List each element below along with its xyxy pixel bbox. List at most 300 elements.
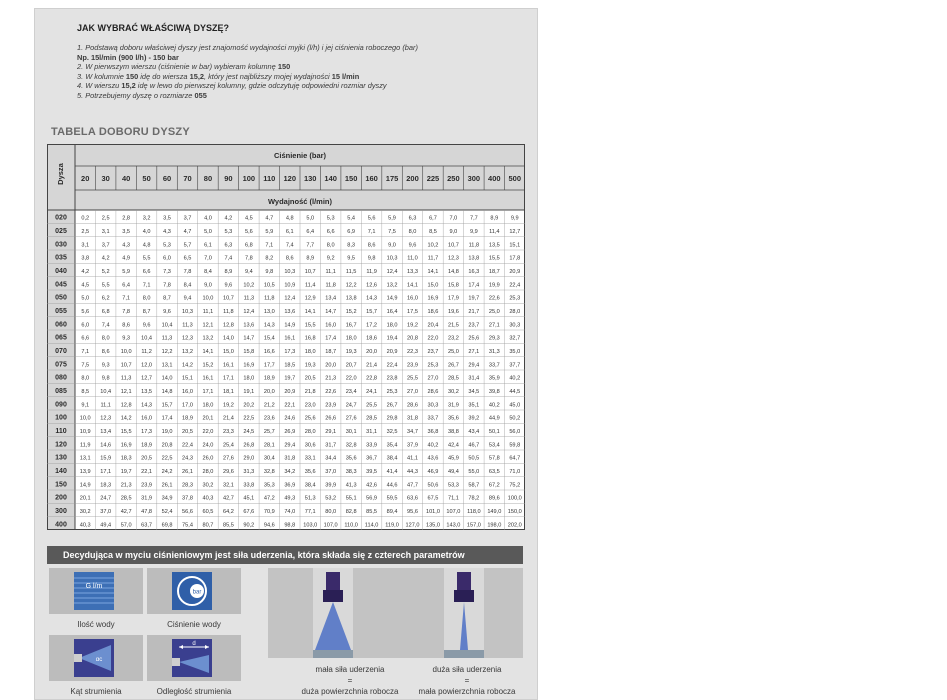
cell-050-500: 25,3	[509, 295, 521, 302]
cell-130-300: 50,5	[468, 455, 480, 462]
cell-400-40: 57,0	[120, 522, 132, 529]
cell-030-175: 9,0	[388, 242, 396, 249]
cell-045-40: 6,4	[122, 282, 131, 289]
cell-080-175: 23,8	[386, 375, 398, 382]
cell-020-200: 6,3	[408, 215, 417, 222]
cell-025-40: 3,5	[122, 228, 131, 235]
cell-065-400: 29,3	[488, 335, 500, 342]
cell-080-50: 12,7	[141, 375, 153, 382]
cell-050-70: 9,4	[183, 295, 192, 302]
cell-400-500: 202,0	[507, 522, 522, 529]
cell-110-50: 17,3	[141, 428, 153, 435]
cell-400-100: 90,2	[243, 522, 255, 529]
cell-025-20: 2,5	[81, 228, 90, 235]
cell-065-90: 14,0	[222, 335, 234, 342]
cell-120-120: 29,4	[284, 442, 296, 449]
cell-055-150: 15,2	[345, 308, 357, 315]
cell-045-110: 10,5	[263, 282, 275, 289]
cell-040-400: 18,7	[488, 268, 500, 275]
cell-065-50: 10,4	[141, 335, 153, 342]
cell-130-80: 26,0	[202, 455, 214, 462]
cell-110-400: 50,1	[488, 428, 500, 435]
cell-085-175: 25,3	[386, 388, 398, 395]
cell-090-30: 11,1	[100, 402, 111, 409]
cell-045-20: 4,5	[81, 282, 90, 289]
cell-045-30: 5,5	[101, 282, 110, 289]
how-to-step-1: 1. Podstawą doboru właściwej dyszy jest znajomość wydajności myjki (l/h) i jej ciśnienia roboczego (bar)	[77, 43, 418, 52]
cell-030-20: 3,1	[81, 242, 90, 249]
cell-140-225: 46,9	[427, 468, 439, 475]
cell-140-70: 26,1	[182, 468, 193, 475]
cell-070-160: 20,0	[366, 348, 378, 355]
cell-030-140: 8,0	[326, 242, 335, 249]
nozzle-090: 090	[55, 401, 67, 409]
cell-025-175: 7,5	[388, 228, 396, 235]
flow-header: Wydajność (l/min)	[267, 197, 333, 206]
pressure-400: 400	[488, 174, 501, 183]
cell-050-60: 8,7	[163, 295, 171, 302]
cell-085-90: 18,1	[222, 388, 234, 395]
jet-angle-picture	[49, 635, 143, 681]
cell-130-400: 57,8	[488, 455, 500, 462]
cell-020-140: 5,3	[326, 215, 335, 222]
cell-300-150: 82,8	[345, 508, 357, 515]
cell-065-200: 20,8	[407, 335, 418, 342]
cell-110-30: 13,4	[100, 428, 112, 435]
cell-110-60: 19,0	[161, 428, 173, 435]
cell-140-500: 71,0	[509, 468, 521, 475]
cell-150-30: 18,3	[100, 482, 112, 489]
cell-035-60: 6,0	[163, 255, 171, 262]
cell-100-400: 44,9	[488, 415, 500, 422]
cell-045-250: 15,8	[447, 282, 459, 289]
cell-100-120: 24,6	[284, 415, 296, 422]
cell-130-70: 24,3	[182, 455, 193, 462]
cell-035-70: 6,5	[183, 255, 192, 262]
cell-035-200: 11,0	[407, 255, 418, 262]
pressure-110: 110	[263, 174, 276, 183]
cell-065-500: 32,7	[509, 335, 521, 342]
cell-070-80: 14,1	[202, 348, 214, 355]
cell-140-175: 41,4	[386, 468, 398, 475]
cell-040-70: 7,8	[183, 268, 192, 275]
cell-020-50: 3,2	[142, 215, 151, 222]
nozzle-080: 080	[55, 374, 67, 382]
cell-090-225: 30,3	[427, 402, 439, 409]
cell-400-140: 107,0	[323, 522, 338, 529]
cell-060-120: 14,9	[284, 322, 296, 329]
cell-070-50: 11,2	[141, 348, 152, 355]
cell-120-30: 14,6	[100, 442, 112, 449]
cell-090-175: 26,7	[386, 402, 398, 409]
cell-055-30: 6,8	[101, 308, 110, 315]
cell-100-90: 21,4	[222, 415, 234, 422]
cell-130-175: 38,4	[386, 455, 398, 462]
cell-085-250: 30,2	[447, 388, 459, 395]
cell-030-30: 3,7	[101, 242, 110, 249]
cell-075-140: 20,0	[325, 362, 337, 369]
pressure-header: Ciśnienie (bar)	[273, 151, 327, 160]
nozzle-140: 140	[55, 467, 67, 475]
cell-080-130: 20,5	[304, 375, 316, 382]
nozzle-guide-panel	[34, 8, 538, 700]
cell-140-250: 49,4	[447, 468, 459, 475]
nozzle-025: 025	[55, 227, 67, 235]
cell-050-150: 13,8	[345, 295, 357, 302]
nozzle-300: 300	[55, 507, 67, 515]
cell-050-50: 8,0	[142, 295, 151, 302]
cell-070-20: 7,1	[81, 348, 90, 355]
weak-impact-line3: duża powierzchnia robocza	[301, 687, 399, 696]
pressure-150: 150	[344, 174, 358, 183]
cell-070-250: 25,0	[447, 348, 459, 355]
jet-distance-tile	[147, 635, 241, 695]
cell-040-200: 13,3	[407, 268, 418, 275]
cell-055-100: 12,4	[243, 308, 255, 315]
cell-035-140: 9,2	[326, 255, 335, 262]
cell-140-100: 31,3	[243, 468, 255, 475]
cell-110-200: 34,7	[407, 428, 418, 435]
cell-300-60: 52,4	[161, 508, 173, 515]
cell-040-20: 4,2	[81, 268, 90, 275]
cell-200-100: 45,1	[243, 495, 255, 502]
cell-300-50: 47,8	[141, 508, 153, 515]
cell-080-400: 35,9	[488, 375, 500, 382]
cell-140-150: 38,3	[345, 468, 357, 475]
wide-spray-illustration	[313, 568, 353, 658]
cell-075-110: 17,7	[263, 362, 275, 369]
cell-200-160: 56,9	[366, 495, 378, 502]
cell-075-175: 22,4	[386, 362, 398, 369]
cell-050-400: 22,6	[488, 295, 500, 302]
cell-035-160: 9,8	[367, 255, 376, 262]
cell-020-40: 2,8	[122, 215, 131, 222]
cell-400-110: 94,6	[263, 522, 275, 529]
cell-020-300: 7,7	[469, 215, 478, 222]
cell-025-80: 5,0	[204, 228, 212, 235]
cell-085-150: 23,4	[345, 388, 357, 395]
cell-300-20: 30,2	[79, 508, 91, 515]
cell-075-120: 18,5	[284, 362, 296, 369]
cell-120-90: 25,4	[222, 442, 234, 449]
cell-130-30: 15,9	[100, 455, 112, 462]
cell-045-500: 22,4	[509, 282, 521, 289]
angle-icon-label: αc	[95, 657, 103, 663]
cell-075-30: 9,3	[101, 362, 110, 369]
cell-040-150: 11,5	[345, 268, 357, 275]
cell-055-90: 11,8	[223, 308, 234, 315]
cell-025-225: 8,5	[429, 228, 437, 235]
cell-080-500: 40,2	[509, 375, 521, 382]
cell-060-30: 7,4	[101, 322, 110, 329]
cell-040-40: 5,9	[122, 268, 131, 275]
cell-055-80: 11,1	[202, 308, 214, 315]
cell-075-80: 15,2	[202, 362, 214, 369]
cell-035-120: 8,6	[285, 255, 294, 262]
cell-030-250: 10,7	[447, 242, 459, 249]
cell-080-90: 17,1	[222, 375, 234, 382]
cell-060-160: 17,2	[366, 322, 378, 329]
cell-110-500: 56,0	[509, 428, 521, 435]
cell-050-250: 17,9	[447, 295, 459, 302]
cell-030-300: 11,8	[468, 242, 480, 249]
cell-300-160: 85,5	[366, 508, 378, 515]
pressure-140: 140	[324, 174, 337, 183]
cell-025-60: 4,3	[163, 228, 171, 235]
cell-100-40: 14,2	[120, 415, 132, 422]
cell-020-175: 5,9	[388, 215, 396, 222]
cell-035-40: 4,9	[122, 255, 131, 262]
cell-040-120: 10,3	[284, 268, 296, 275]
cell-025-160: 7,1	[367, 228, 376, 235]
cell-060-70: 11,3	[182, 322, 193, 329]
pressure-30: 30	[101, 174, 110, 183]
nozzle-030: 030	[55, 241, 67, 249]
cell-400-175: 119,0	[385, 522, 399, 529]
cell-020-80: 4,0	[204, 215, 212, 222]
cell-060-60: 10,4	[161, 322, 173, 329]
cell-020-70: 3,7	[183, 215, 192, 222]
cell-025-120: 6,1	[285, 228, 294, 235]
cell-200-110: 47,2	[263, 495, 275, 502]
cell-070-500: 35,0	[509, 348, 521, 355]
cell-150-250: 53,3	[447, 482, 459, 489]
cell-070-40: 10,0	[120, 348, 132, 355]
cell-100-500: 50,2	[509, 415, 521, 422]
cell-025-30: 3,1	[101, 228, 110, 235]
nozzle-400: 400	[55, 521, 67, 529]
cell-030-60: 5,3	[163, 242, 171, 249]
cell-040-80: 8,4	[204, 268, 212, 275]
cell-075-60: 13,1	[161, 362, 173, 369]
nozzle-085: 085	[55, 387, 67, 395]
cell-300-80: 60,5	[202, 508, 214, 515]
cell-400-50: 63,7	[141, 522, 153, 529]
pressure-500: 500	[508, 174, 522, 183]
cell-050-100: 11,3	[243, 295, 255, 302]
cell-075-20: 7,5	[81, 362, 90, 369]
cell-300-120: 74,0	[284, 508, 296, 515]
cell-065-130: 16,8	[304, 335, 316, 342]
cell-075-300: 29,4	[468, 362, 480, 369]
cell-030-110: 7,1	[265, 242, 274, 249]
strong-impact-line3: mała powierzchnia robocza	[418, 687, 516, 696]
cell-055-500: 28,0	[509, 308, 521, 315]
cell-140-20: 13,9	[79, 468, 91, 475]
cell-085-225: 28,6	[427, 388, 439, 395]
cell-075-50: 12,0	[141, 362, 153, 369]
weak-impact-line1: mała siła uderzenia	[315, 665, 385, 674]
cell-055-160: 15,7	[366, 308, 378, 315]
cell-040-300: 16,3	[468, 268, 480, 275]
water-amount-picture	[49, 568, 143, 614]
cell-400-160: 114,0	[364, 522, 379, 529]
cell-065-225: 22,0	[427, 335, 439, 342]
cell-100-300: 39,2	[468, 415, 480, 422]
cell-055-70: 10,3	[182, 308, 193, 315]
pressure-40: 40	[121, 174, 131, 183]
cell-090-200: 28,6	[407, 402, 418, 409]
cell-055-250: 19,6	[447, 308, 459, 315]
cell-150-20: 14,9	[79, 482, 91, 489]
cell-400-250: 143,0	[446, 522, 461, 529]
cell-045-225: 15,0	[427, 282, 439, 289]
cell-030-225: 10,2	[427, 242, 439, 249]
cell-080-100: 18,0	[243, 375, 255, 382]
cell-075-160: 21,4	[366, 362, 378, 369]
cell-020-225: 6,7	[429, 215, 437, 222]
cell-140-120: 34,2	[284, 468, 296, 475]
cell-110-20: 10,9	[79, 428, 91, 435]
cell-110-130: 28,0	[304, 428, 316, 435]
cell-200-225: 67,5	[427, 495, 439, 502]
pressure-175: 175	[385, 174, 399, 183]
table-title: TABELA DOBORU DYSZY	[51, 126, 190, 138]
cell-200-200: 63,6	[407, 495, 418, 502]
cell-070-110: 16,6	[263, 348, 275, 355]
cell-035-110: 8,2	[265, 255, 274, 262]
cell-080-110: 18,9	[263, 375, 275, 382]
cell-130-40: 18,3	[120, 455, 132, 462]
cell-065-70: 12,3	[182, 335, 193, 342]
cell-060-110: 14,3	[263, 322, 275, 329]
cell-150-120: 36,9	[284, 482, 296, 489]
cell-050-120: 12,4	[284, 295, 296, 302]
cell-085-30: 10,4	[100, 388, 112, 395]
cell-400-60: 69,8	[161, 522, 173, 529]
cell-030-70: 5,7	[183, 242, 192, 249]
cell-075-400: 33,7	[488, 362, 500, 369]
cell-400-150: 110,0	[344, 522, 358, 529]
cell-300-90: 64,2	[222, 508, 234, 515]
cell-100-160: 28,5	[366, 415, 378, 422]
cell-100-150: 27,6	[345, 415, 357, 422]
water-amount-tile	[49, 568, 143, 628]
cell-050-20: 5,0	[81, 295, 90, 302]
jet-angle-tile	[49, 635, 143, 695]
cell-040-60: 7,3	[163, 268, 171, 275]
pressure-90: 90	[224, 174, 233, 183]
cell-100-200: 31,8	[407, 415, 418, 422]
cell-300-400: 149,0	[487, 508, 502, 515]
cell-080-120: 19,7	[284, 375, 296, 382]
cell-100-50: 16,0	[141, 415, 153, 422]
cell-070-150: 19,3	[345, 348, 357, 355]
cell-065-160: 18,6	[366, 335, 378, 342]
cell-110-175: 32,5	[386, 428, 398, 435]
cell-150-175: 44,6	[386, 482, 398, 489]
cell-030-50: 4,8	[142, 242, 151, 249]
cell-025-130: 6,4	[306, 228, 315, 235]
cell-150-100: 33,8	[243, 482, 255, 489]
pressure-gauge-icon	[147, 568, 241, 614]
cell-050-90: 10,7	[222, 295, 234, 302]
water-pressure-picture	[147, 568, 241, 614]
cell-130-250: 45,9	[447, 455, 459, 462]
cell-300-140: 80,0	[325, 508, 337, 515]
cell-025-50: 4,0	[142, 228, 151, 235]
cell-035-500: 17,8	[509, 255, 521, 262]
cell-300-300: 118,0	[467, 508, 481, 515]
cell-400-400: 198,0	[487, 522, 502, 529]
cell-075-200: 23,9	[407, 362, 418, 369]
cell-070-200: 22,3	[407, 348, 418, 355]
cell-035-50: 5,5	[142, 255, 151, 262]
cell-150-90: 32,1	[222, 482, 234, 489]
cell-075-40: 10,7	[120, 362, 132, 369]
cell-120-130: 30,6	[304, 442, 316, 449]
nozzle-table	[47, 144, 525, 530]
cell-300-100: 67,6	[243, 508, 255, 515]
cell-020-110: 4,7	[265, 215, 274, 222]
cell-065-40: 9,3	[122, 335, 131, 342]
cell-060-50: 9,6	[142, 322, 151, 329]
cell-090-20: 9,1	[81, 402, 90, 409]
cell-025-150: 6,9	[347, 228, 356, 235]
cell-110-80: 22,0	[202, 428, 214, 435]
pressure-200: 200	[406, 174, 419, 183]
cell-075-90: 16,1	[222, 362, 234, 369]
cell-040-160: 11,9	[366, 268, 377, 275]
water-amount-label: Ilość wody	[77, 620, 115, 629]
cell-045-80: 9,0	[204, 282, 212, 289]
cell-200-150: 55,1	[345, 495, 357, 502]
cell-025-90: 5,3	[224, 228, 233, 235]
cell-080-80: 16,1	[202, 375, 214, 382]
cell-090-50: 14,3	[141, 402, 153, 409]
cell-060-250: 21,5	[447, 322, 459, 329]
cell-060-225: 20,4	[427, 322, 439, 329]
how-to-title: JAK WYBRAĆ WŁAŚCIWĄ DYSZĘ?	[77, 23, 229, 33]
nozzle-065: 065	[55, 334, 67, 342]
jet-distance-icon	[147, 635, 241, 681]
cell-050-40: 7,1	[122, 295, 131, 302]
nozzle-075: 075	[55, 361, 67, 369]
cell-025-70: 4,7	[183, 228, 192, 235]
cell-040-130: 10,7	[304, 268, 316, 275]
weak-impact-caption	[290, 664, 410, 697]
cell-040-140: 11,1	[325, 268, 336, 275]
cell-100-250: 35,6	[447, 415, 459, 422]
how-to-example: Np. 15l/min (900 l/h) - 150 bar	[77, 52, 179, 62]
cell-075-150: 20,7	[345, 362, 357, 369]
cell-020-160: 5,6	[367, 215, 376, 222]
cell-150-130: 38,4	[304, 482, 316, 489]
pressure-70: 70	[183, 174, 192, 183]
cell-055-300: 21,7	[468, 308, 480, 315]
cell-130-150: 35,6	[345, 455, 357, 462]
cell-140-60: 24,2	[161, 468, 173, 475]
cell-100-110: 23,6	[263, 415, 275, 422]
nozzle-table-grid	[47, 144, 525, 530]
cell-045-100: 10,2	[243, 282, 255, 289]
cell-140-30: 17,1	[100, 468, 112, 475]
cell-150-70: 28,3	[182, 482, 193, 489]
cell-090-120: 22,1	[284, 402, 296, 409]
cell-020-60: 3,5	[163, 215, 171, 222]
cell-120-50: 18,9	[141, 442, 153, 449]
cell-040-500: 20,9	[509, 268, 521, 275]
how-to-step-4: 4. W wierszu 15,2 idę w lewo do pierwszej kolumny, gdzie odczytuję odpowiedni rozmiar dyszy	[77, 81, 387, 91]
cell-300-500: 150,0	[507, 508, 522, 515]
cell-035-100: 7,8	[244, 255, 253, 262]
cell-060-300: 23,7	[468, 322, 480, 329]
cell-045-400: 19,9	[488, 282, 500, 289]
cell-150-400: 67,2	[488, 482, 500, 489]
cell-080-150: 22,0	[345, 375, 357, 382]
water-pressure-tile	[147, 568, 241, 628]
cell-090-400: 40,2	[488, 402, 500, 409]
